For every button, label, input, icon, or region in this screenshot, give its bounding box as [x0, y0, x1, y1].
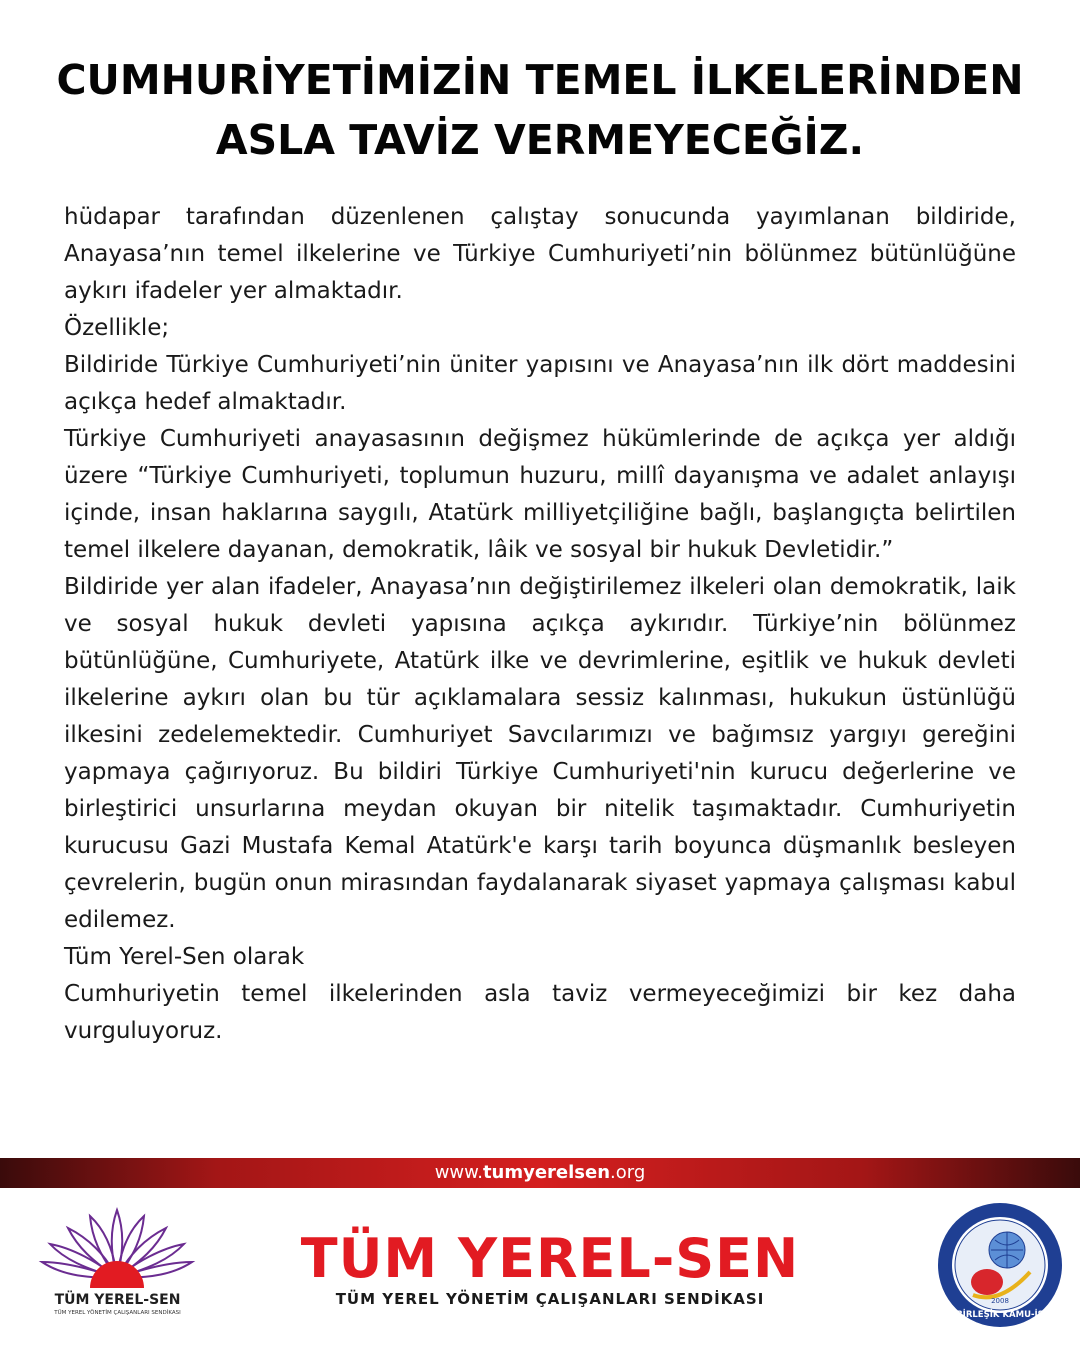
seal-year: 2008 [991, 1297, 1009, 1305]
statement-body [64, 199, 1016, 1050]
title-line-2: ASLA TAVİZ VERMEYECEĞİZ. [215, 116, 865, 164]
page-title [40, 50, 1040, 170]
birlesik-kamu-is-seal [935, 1200, 1065, 1330]
brand-name: TÜM YEREL-SEN [300, 1227, 800, 1290]
paragraph-6: Tüm Yerel-Sen olarak [64, 944, 305, 970]
paragraph-4: Türkiye Cumhuriyeti anayasasının değişmez hükümlerinde de açıkça yer aldığı üzere “Türkiye Cumhuriyeti, toplumun huzuru, millî dayanışma ve adalet anlayışı içinde, insan haklarına saygılı, Atatürk milliyetçiliğine bağlı, başlangıçta belirtilen temel ilkelere dayanan, demokratik, lâik ve sosyal bir hukuk Devletidir.” [64, 426, 1016, 563]
paragraph-7: Cumhuriyetin temel ilkelerinden asla taviz vermeyeceğimizi bir kez daha vurguluyoruz. [64, 981, 1016, 1044]
website-url[interactable]: www.tumyerelsen.org [434, 1162, 646, 1183]
seal-label: BİRLEŞİK KAMU-İŞ [956, 1310, 1044, 1320]
brand-block [300, 1228, 800, 1308]
sunflower-logo-icon [30, 1200, 205, 1295]
paragraph-2: Özellikle; [64, 315, 170, 341]
left-logo-name: TÜM YEREL-SEN [54, 1292, 181, 1308]
paragraph-5: Bildiride yer alan ifadeler, Anayasa’nın değiştirilemez ilkeleri olan demokratik, laik ve sosyal hukuk devleti yapısına açıkça aykırıdır. Türkiye’nin bölünmez bütünlüğüne, Cumhuriyete, Atatürk ilke ve devrimlerine, eşitlik ve hukuk devleti ilkelerine aykırı olan bu tür açıklamalara sessiz kalınması, hukukun üstünlüğü ilkesini zedelemektedir. Cumhuriyet Savcılarımızı ve bağımsız yargıyı gereğini yapmaya çağırıyoruz. Bu bildiri Türkiye Cumhuriyeti'nin kurucu değerlerine ve birleştirici unsurlarına meydan okuyan bir nitelik taşımaktadır. Cumhuriyetin kurucusu Gazi Mustafa Kemal Atatürk'e karşı tarih boyunca düşmanlık besleyen çevrelerin, bugün onun mirasından faydalanarak siyaset yapmaya çalışması kabul edilemez. [64, 574, 1016, 933]
paragraph-1: hüdapar tarafından düzenlenen çalıştay sonucunda yayımlanan bildiride, Anayasa’nın temel ilkelerine ve Türkiye Cumhuriyeti’nin bölünmez bütünlüğüne aykırı ifadeler yer almaktadır. [64, 204, 1016, 304]
left-logo-subtitle: TÜM YEREL YÖNETİM ÇALIŞANLARI SENDİKASI [54, 1310, 181, 1316]
brand-subtitle: TÜM YEREL YÖNETİM ÇALIŞANLARI SENDİKASI [335, 1290, 765, 1308]
paragraph-3: Bildiride Türkiye Cumhuriyeti’nin üniter yapısını ve Anayasa’nın ilk dört maddesini açıkça hedef almaktadır. [64, 352, 1016, 415]
union-seal-icon [935, 1200, 1065, 1330]
tum-yerel-sen-logo [30, 1200, 205, 1325]
website-band [0, 1158, 1080, 1188]
title-line-1: CUMHURİYETİMİZİN TEMEL İLKELERİNDEN [56, 56, 1024, 104]
